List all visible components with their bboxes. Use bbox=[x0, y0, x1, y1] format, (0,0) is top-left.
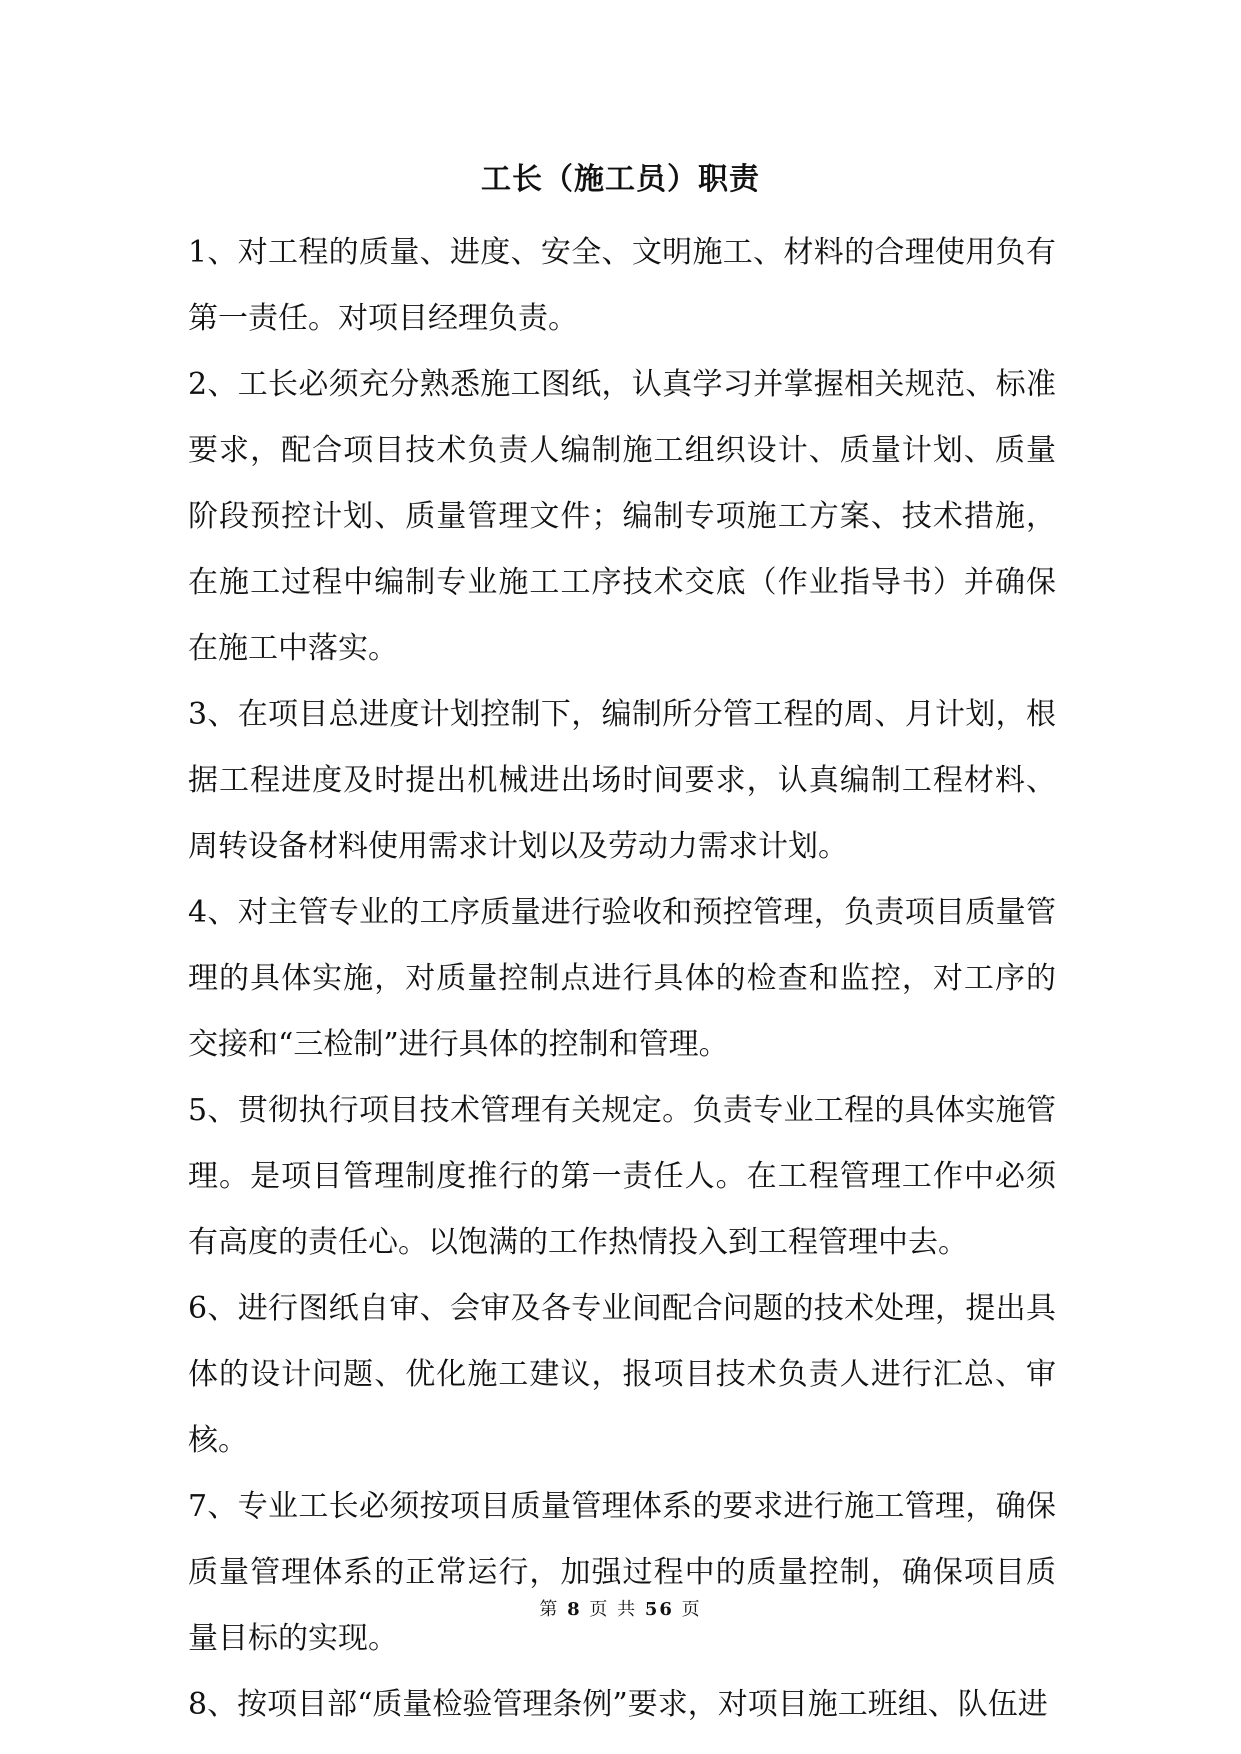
paragraph-6: 6、进行图纸自审、会审及各专业间配合问题的技术处理，提出具体的设计问题、优化施工建议，报项目技术负责人进行汇总、审核。 bbox=[188, 1291, 1056, 1458]
footer-middle: 页 共 bbox=[589, 1599, 638, 1620]
page-footer bbox=[0, 1598, 1241, 1622]
document-title: 工长（施工员）职责 bbox=[481, 162, 760, 197]
paragraph-5: 5、贯彻执行项目技术管理有关规定。负责专业工程的具体实施管理。是项目管理制度推行的第一责任人。在工程管理工作中必须有高度的责任心。以饱满的工作热情投入到工程管理中去。 bbox=[188, 1093, 1056, 1260]
paragraph-4: 4、对主管专业的工序质量进行验收和预控管理，负责项目质量管理的具体实施，对质量控制点进行具体的检查和监控，对工序的交接和“三检制”进行具体的控制和管理。 bbox=[188, 895, 1056, 1062]
document-body bbox=[188, 220, 1056, 1738]
footer-suffix: 页 bbox=[681, 1599, 702, 1620]
paragraph-3: 3、在项目总进度计划控制下，编制所分管工程的周、月计划，根据工程进度及时提出机械进出场时间要求，认真编制工程材料、周转设备材料使用需求计划以及劳动力需求计划。 bbox=[188, 697, 1056, 864]
footer-total-pages: 56 bbox=[644, 1599, 674, 1620]
paragraph-1: 1、对工程的质量、进度、安全、文明施工、材料的合理使用负有第一责任。对项目经理负责。 bbox=[188, 235, 1056, 336]
footer-prefix: 第 bbox=[539, 1599, 560, 1620]
paragraph-2: 2、工长必须充分熟悉施工图纸，认真学习并掌握相关规范、标准要求，配合项目技术负责人编制施工组织设计、质量计划、质量阶段预控计划、质量管理文件；编制专项施工方案、技术措施，在施工过程中编制专业施工工序技术交底（作业指导书）并确保在施工中落实。 bbox=[188, 367, 1056, 666]
paragraph-7: 7、专业工长必须按项目质量管理体系的要求进行施工管理，确保质量管理体系的正常运行，加强过程中的质量控制，确保项目质量目标的实现。 bbox=[188, 1489, 1056, 1656]
footer-current-page: 8 bbox=[567, 1599, 582, 1620]
paragraph-8: 8、按项目部“质量检验管理条例”要求，对项目施工班组、队伍进 bbox=[188, 1687, 1048, 1722]
